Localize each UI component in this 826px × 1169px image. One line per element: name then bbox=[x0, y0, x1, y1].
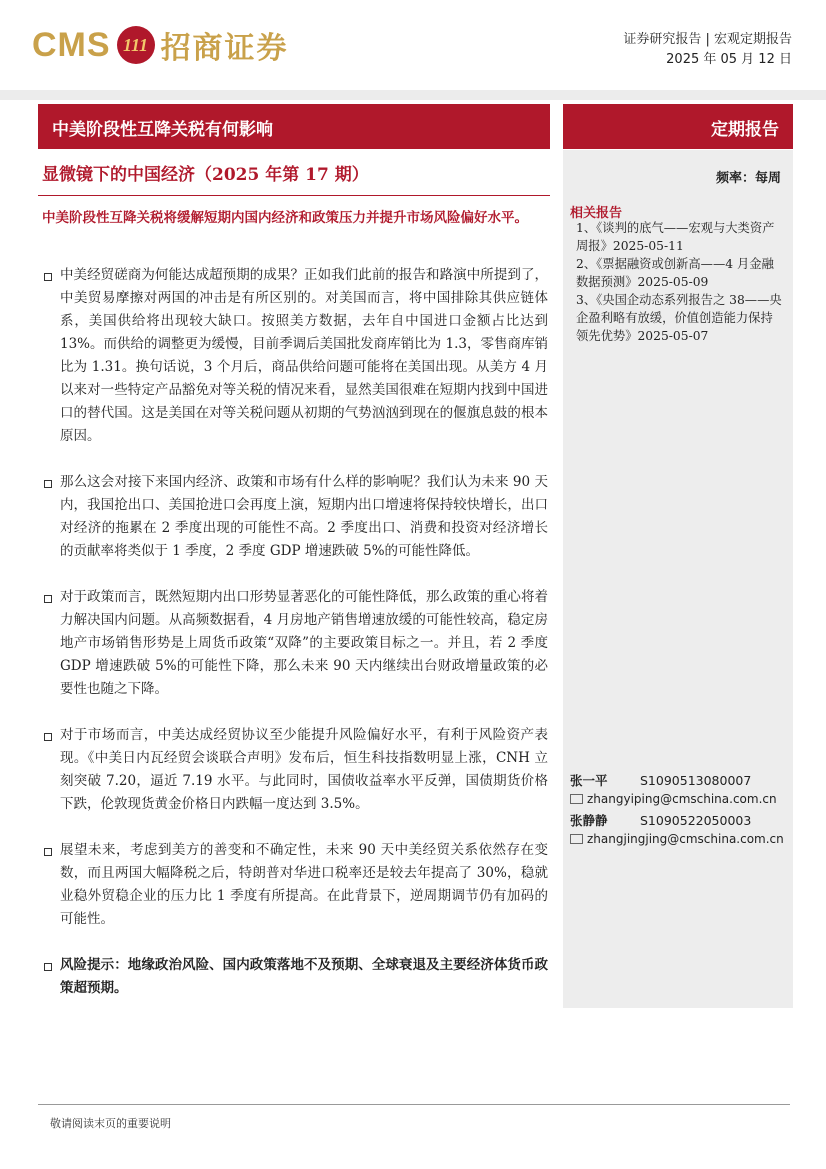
key-summary: 中美阶段性互降关税将缓解短期内国内经济和政策压力并提升市场风险偏好水平。 bbox=[42, 210, 528, 226]
square-bullet-icon bbox=[44, 595, 52, 603]
logo-mark-icon: 111 bbox=[117, 26, 155, 64]
report-subtitle: 显微镜下的中国经济（2025 年第 17 期） bbox=[42, 165, 369, 185]
header-divider bbox=[0, 90, 826, 100]
logo-text-cn: 招商证券 bbox=[160, 31, 289, 66]
author-license: S1090522050003 bbox=[640, 813, 752, 828]
report-body bbox=[42, 264, 548, 1023]
category-banner bbox=[563, 104, 793, 149]
email-text: zhangjingjing@cmschina.com.cn bbox=[587, 832, 784, 846]
paragraph-text: 中美经贸磋商为何能达成超预期的成果？正如我们此前的报告和路演中所提到了，中美贸易摩擦对两国的冲击是有所区别的。对美国而言，将中国排除其供应链体系，美国供给将出现较大缺口。按照美方数据，去年自中国进口金额占比达到 13%。而供给的调整更为缓慢，目前季调后美国批发商库销比为 1.3，零售商库销比为 1.31。换句话说，3 个月后，商品供给问题可能将在美国出现。从美方 4 月以来对一些特定产品豁免对等关税的情况来看，显然美国很难在短期内找到中国进口的替代国。这是美国在对等关税问题从初期的气势汹汹到现在的偃旗息鼓的根本原因。 bbox=[60, 267, 548, 444]
page-header bbox=[0, 0, 826, 90]
square-bullet-icon bbox=[44, 273, 52, 281]
title-banner bbox=[38, 104, 550, 149]
risk-text: 风险提示：地缘政治风险、国内政策落地不及预期、全球衰退及主要经济体货币政策超预期。 bbox=[60, 957, 548, 996]
report-date: 2025 年 05 月 12 日 bbox=[666, 52, 792, 67]
paragraph-text: 那么这会对接下来国内经济、政策和市场有什么样的影响呢？我们认为未来 90 天内，我国抢出口、美国抢进口会再度上演，短期内出口增速将保持较快增长，出口对经济的拖累在 2 季度出现的可能性不高。2 季度出口、消费和投资对经济增长的贡献率将类似于 1 季度，2 季度 GDP 增速跌破 5%的可能性降低。 bbox=[60, 474, 548, 559]
body-paragraph bbox=[42, 839, 548, 931]
footer-note: 敬请阅读末页的重要说明 bbox=[50, 1117, 171, 1130]
related-report-item[interactable]: 3、《央国企动态系列报告之 38——央企盈利略有放缓，价值创造能力保持领先优势》2025-05-07 bbox=[576, 293, 782, 343]
square-bullet-icon bbox=[44, 963, 52, 971]
body-paragraph bbox=[42, 471, 548, 563]
logo-text-en: CMS bbox=[32, 25, 111, 64]
paragraph-text: 展望未来，考虑到美方的善变和不确定性，未来 90 天中美经贸关系依然存在变数，而且两国大幅降税之后，特朗普对华进口税率还是较去年提高了 30%，稳就业稳外贸稳企业的压力比 1 季度有所提高。在此背景下，逆周期调节仍有加码的可能性。 bbox=[60, 842, 548, 927]
mail-icon bbox=[570, 834, 583, 844]
related-report-item[interactable]: 1、《谈判的底气——宏观与大类资产周报》2025-05-11 bbox=[576, 221, 775, 253]
header-meta bbox=[623, 30, 792, 70]
author-email[interactable] bbox=[570, 832, 784, 846]
square-bullet-icon bbox=[44, 848, 52, 856]
frequency-label: 频率：每周 bbox=[715, 171, 781, 186]
paragraph-text: 对于市场而言，中美达成经贸协议至少能提升风险偏好水平，有利于风险资产表现。《中美日内瓦经贸会谈联合声明》发布后，恒生科技指数明显上涨，CNH 立刻突破 7.20，逼近 7.19 水平。与此同时，国债收益率水平反弹，国债期货价格下跌，伦敦现货黄金价格日内跌幅一度达到 3.5%。 bbox=[60, 727, 548, 812]
mail-icon bbox=[570, 794, 583, 804]
related-reports-list bbox=[576, 219, 782, 345]
company-logo bbox=[32, 24, 289, 66]
related-report-item[interactable]: 2、《票据融资或创新高——4 月金融数据预测》2025-05-09 bbox=[576, 257, 774, 289]
author-info bbox=[570, 811, 751, 829]
related-reports-title: 相关报告 bbox=[570, 206, 623, 221]
email-text: zhangyiping@cmschina.com.cn bbox=[587, 792, 777, 806]
report-category: 定期报告 bbox=[711, 120, 779, 140]
body-paragraph bbox=[42, 724, 548, 816]
author-email[interactable] bbox=[570, 792, 777, 806]
author-license: S1090513080007 bbox=[640, 773, 752, 788]
subtitle-divider bbox=[38, 195, 550, 196]
body-paragraph bbox=[42, 264, 548, 448]
author-info bbox=[570, 771, 751, 789]
author-name: 张一平 bbox=[570, 773, 608, 788]
footer-divider bbox=[38, 1104, 790, 1105]
report-type: 证券研究报告 | 宏观定期报告 bbox=[623, 32, 792, 47]
risk-warning bbox=[42, 954, 548, 1000]
paragraph-text: 对于政策而言，既然短期内出口形势显著恶化的可能性降低，那么政策的重心将着力解决国内问题。从高频数据看，4 月房地产销售增速放缓的可能性较高，稳定房地产市场销售形势是上周货币政策“双降”的主要政策目标之一。并且，若 2 季度 GDP 增速跌破 5%的可能性下降，那么未来 90 天内继续出台财政增量政策的必要性也随之下降。 bbox=[60, 589, 548, 697]
square-bullet-icon bbox=[44, 480, 52, 488]
body-paragraph bbox=[42, 586, 548, 701]
author-name: 张静静 bbox=[570, 813, 608, 828]
square-bullet-icon bbox=[44, 733, 52, 741]
report-title: 中美阶段性互降关税有何影响 bbox=[52, 120, 273, 140]
